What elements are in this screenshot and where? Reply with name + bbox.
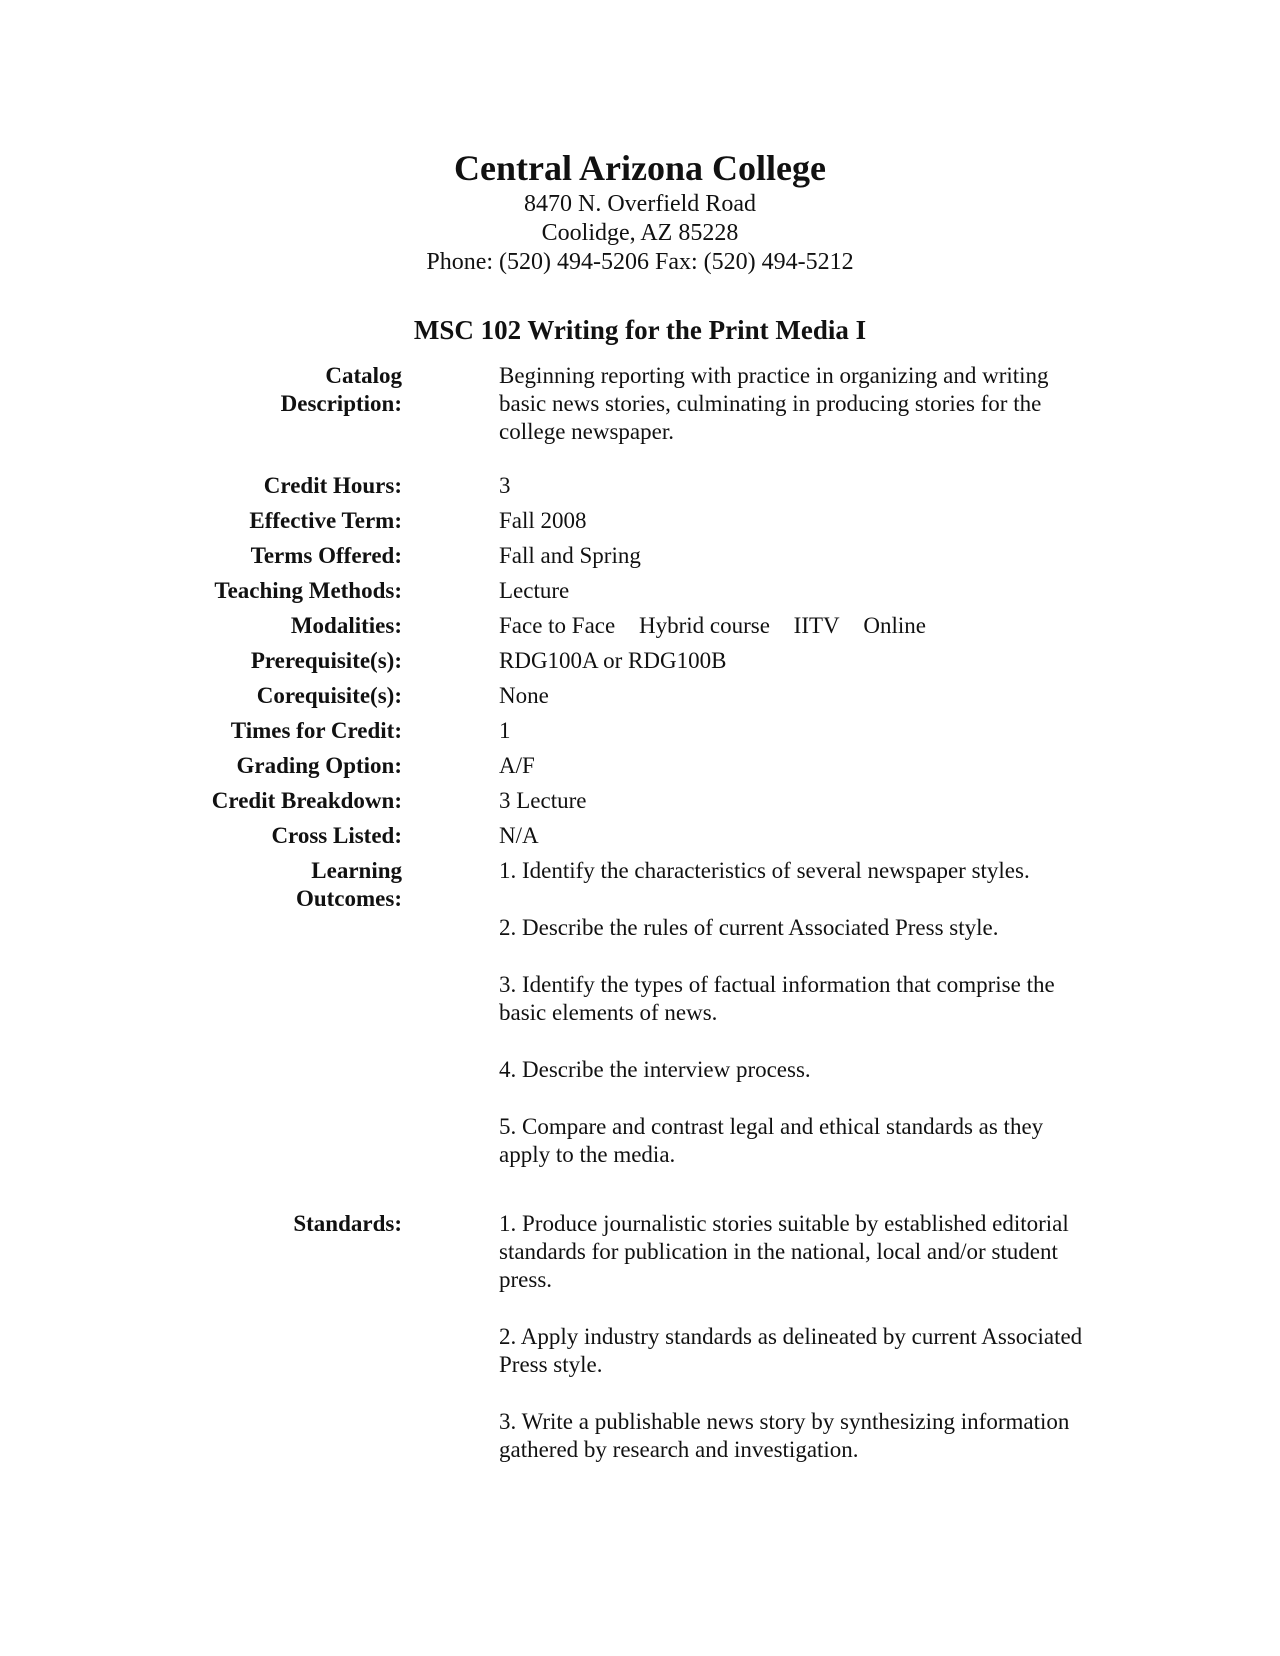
credit-hours-value: 3 bbox=[499, 473, 511, 498]
times-for-credit-label: Times for Credit: bbox=[230, 718, 402, 743]
standard-item: 3. Write a publishable news story by synthesizing information gathered by research and investigation. bbox=[499, 1409, 1070, 1462]
learning-outcome-item: 1. Identify the characteristics of several newspaper styles. bbox=[499, 858, 1030, 883]
learning-label-line2: Outcomes: bbox=[295, 886, 402, 911]
address-line-1: 8470 N. Overfield Road bbox=[524, 191, 756, 217]
terms-offered-value: Fall and Spring bbox=[499, 543, 641, 568]
modalities-label: Modalities: bbox=[290, 613, 402, 638]
effective-term-label: Effective Term: bbox=[249, 508, 402, 533]
teaching-methods-label: Teaching Methods: bbox=[214, 578, 402, 603]
modality-item: Online bbox=[863, 613, 927, 638]
teaching-methods-value: Lecture bbox=[499, 578, 570, 603]
modality-item: IITV bbox=[793, 613, 840, 638]
modality-item: Face to Face bbox=[499, 613, 616, 638]
phone-fax: Phone: (520) 494-5206 Fax: (520) 494-5212 bbox=[426, 249, 854, 275]
prerequisites-value: RDG100A or RDG100B bbox=[499, 648, 727, 673]
modality-item: Hybrid course bbox=[638, 613, 770, 638]
learning-outcome-item: 3. Identify the types of factual information that comprise the basic elements of news. bbox=[499, 972, 1055, 1025]
corequisites-value: None bbox=[499, 683, 549, 708]
grading-option-value: A/F bbox=[499, 753, 535, 778]
cross-listed-value: N/A bbox=[499, 823, 539, 848]
learning-outcome-item: 4. Describe the interview process. bbox=[499, 1057, 811, 1082]
grading-option-label: Grading Option: bbox=[236, 753, 402, 778]
catalog-label-line1: Catalog bbox=[325, 363, 402, 388]
credit-hours-label: Credit Hours: bbox=[263, 473, 402, 498]
learning-label-line1: Learning bbox=[311, 858, 402, 883]
standard-item: 1. Produce journalistic stories suitable by established editorial standards for publication in the national, local and/or student press. bbox=[499, 1211, 1069, 1292]
course-title: MSC 102 Writing for the Print Media I bbox=[413, 315, 867, 345]
credit-breakdown-value: 3 Lecture bbox=[499, 788, 587, 813]
cross-listed-label: Cross Listed: bbox=[271, 823, 402, 848]
catalog-description-value: Beginning reporting with practice in organizing and writing basic news stories, culminating in producing stories for the college newspaper. bbox=[499, 363, 1049, 444]
learning-outcomes-list bbox=[499, 857, 1099, 1169]
catalog-label-line2: Description: bbox=[280, 391, 402, 416]
prerequisites-label: Prerequisite(s): bbox=[250, 648, 402, 673]
standards-list bbox=[499, 1210, 1099, 1464]
catalog-description-label bbox=[160, 362, 402, 418]
college-name: Central Arizona College bbox=[454, 148, 826, 188]
learning-outcome-item: 5. Compare and contrast legal and ethical standards as they apply to the media. bbox=[499, 1114, 1044, 1167]
corequisites-label: Corequisite(s): bbox=[256, 683, 402, 708]
standard-item: 2. Apply industry standards as delineated by current Associated Press style. bbox=[499, 1324, 1083, 1377]
credit-breakdown-label: Credit Breakdown: bbox=[211, 788, 402, 813]
address-line-2: Coolidge, AZ 85228 bbox=[541, 220, 739, 246]
terms-offered-label: Terms Offered: bbox=[250, 543, 402, 568]
learning-outcomes-label bbox=[160, 857, 402, 913]
standards-label: Standards: bbox=[293, 1211, 402, 1236]
learning-outcome-item: 2. Describe the rules of current Associated Press style. bbox=[499, 915, 999, 940]
effective-term-value: Fall 2008 bbox=[499, 508, 587, 533]
modalities-value bbox=[499, 612, 1099, 640]
document-header bbox=[0, 146, 1280, 277]
times-for-credit-value: 1 bbox=[499, 718, 511, 743]
